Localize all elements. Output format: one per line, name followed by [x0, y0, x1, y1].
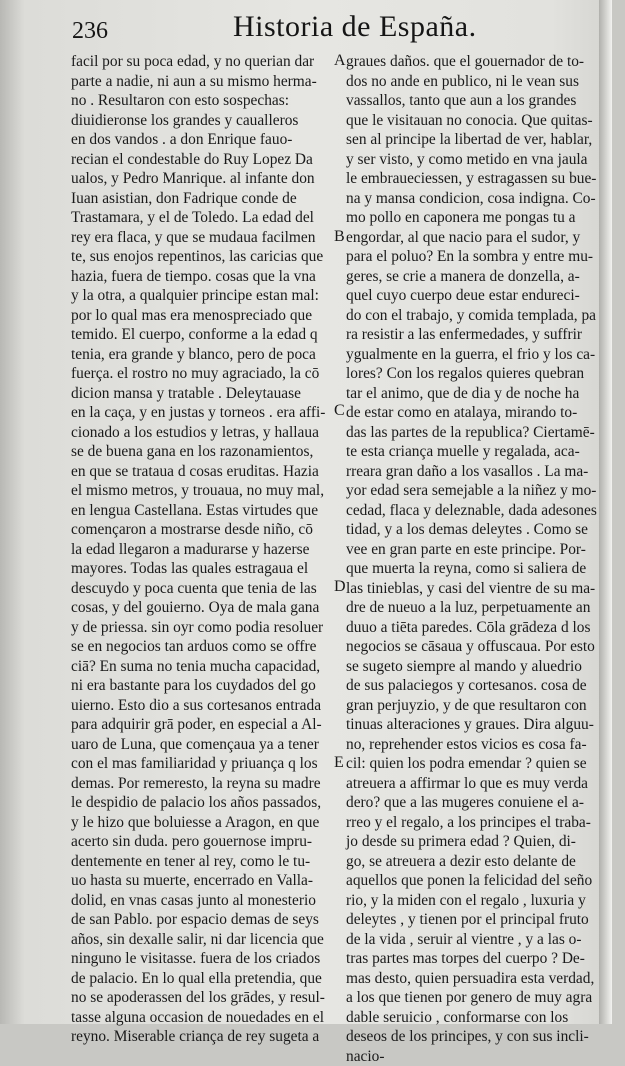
text-line: en que se trataua d cosas eruditas. Hazia [71, 462, 337, 482]
text-line: quel cuyo cuerpo deue estar endureci- [346, 286, 598, 306]
text-line: y le hizo que boluiesse a Aragon, en que [71, 813, 337, 833]
text-line: tidad, y a los demas deleytes . Como se [346, 520, 598, 540]
margin-letter-e: E [334, 754, 344, 772]
text-line: hazia, fuera de tiempo. cosas que la vna [71, 267, 337, 287]
text-line: negocios se cāsaua y offuscaua. Por esto [346, 637, 598, 657]
text-line: años, sin dexalle salir, ni dar licencia que [71, 930, 337, 950]
text-line: te esta criança muelle y regalada, aca- [346, 442, 598, 462]
text-line: dolid, en vnas casas junto al monesterio [71, 891, 337, 911]
text-line: no se apoderassen del los grādes, y resul- [71, 988, 337, 1008]
text-line: tinuas alteraciones y graues. Dira alguu- [346, 715, 598, 735]
text-line: engordar, al que nacio para el sudor, y [346, 228, 598, 248]
text-line: descuydo y poca cuenta que tenia de las [71, 579, 337, 599]
text-line: temido. El cuerpo, conforme a la edad q [71, 325, 337, 345]
text-line: le embraueciessen, y estragassen su bue- [346, 169, 598, 189]
text-line: na y mansa condicion, cosa indigna. Co- [346, 189, 598, 209]
text-line: go, se atreuera a dezir esto delante de [346, 852, 598, 872]
text-line: gran perjuyzio, y de que resultaron con [346, 696, 598, 716]
text-line: rreara gran daño a los vasallos . La ma- [346, 462, 598, 482]
text-line: tar el animo, que de dia y de noche ha [346, 384, 598, 404]
text-line: dre de nueuo a la luz, perpetuamente an [346, 598, 598, 618]
text-line: le despidio de palacio los años passados, [71, 793, 337, 813]
page-header [0, 0, 612, 50]
text-line: con el mas familiaridad y priuança q los [71, 754, 337, 774]
text-line: diuidieronse los grandes y caualleros [71, 111, 337, 131]
text-line: no, reprehender estos vicios es cosa fa- [346, 735, 598, 755]
text-line: uierno. Esto dio a sus cortesanos entrada [71, 696, 337, 716]
text-line: parte a nadie, ni aun a su mismo herma- [71, 72, 337, 92]
text-line: se sugeto siempre al mando y aluedrio [346, 657, 598, 677]
text-line: tenia, era grande y blanco, pero de poca [71, 345, 337, 365]
text-line: reyno. Miserable criança de rey sugeta a [71, 1027, 337, 1047]
text-line: en lengua Castellana. Estas virtudes que [71, 501, 337, 521]
text-line: el mismo metros, y trouaua, no muy mal, [71, 481, 337, 501]
text-line: ninguno le visitasse. fuera de los criados [71, 949, 337, 969]
text-line: de sus palaciegos y cortesanos. cosa de [346, 676, 598, 696]
text-line: vee en gran parte en este principe. Por- [346, 540, 598, 560]
text-line: sen al principe la libertad de ver, hablar, [346, 130, 598, 150]
text-line: uaro de Luna, que començaua ya a tener [71, 735, 337, 755]
text-line: ni era bastante para los cuydados del go [71, 676, 337, 696]
text-line: se de buena gana en los razonamientos, [71, 442, 337, 462]
text-line: dable seruicio , conformarse con los [346, 1008, 598, 1028]
text-line: graues daños. que el gouernador de to- [346, 52, 598, 72]
text-line: y la otra, a qualquier principe estan mal: [71, 286, 337, 306]
text-line: por lo qual mas era menospreciado que [71, 306, 337, 326]
text-line: y de priessa. sin oyr como podia resoluer [71, 618, 337, 638]
text-line: fuerça. el rostro no muy agraciado, la cō [71, 364, 337, 384]
text-line: mo pollo en caponera me pongas tu a [346, 208, 598, 228]
text-line: cionado a los estudios y letras, y hallaua [71, 423, 337, 443]
text-line: para el poluo? En la sombra y entre mu- [346, 247, 598, 267]
text-line: dos no ande en publico, ni le vean sus [346, 72, 598, 92]
text-line: nacio- [346, 1047, 598, 1066]
text-line: para adquirir grā poder, en especial a Al- [71, 715, 337, 735]
text-line: se en negocios tan arduos como se offre [71, 637, 337, 657]
text-line: dero? que a las mugeres conuiene el a- [346, 793, 598, 813]
text-line: de palacio. En lo qual ella pretendia, que [71, 969, 337, 989]
text-line: y ser visto, y como metido en vna jaula [346, 150, 598, 170]
text-line: dicion mansa y tratable . Deleytauase [71, 384, 337, 404]
text-line: tras partes mas torpes del cuerpo ? De- [346, 949, 598, 969]
text-line: mas desto, quien persuadira esta verdad, [346, 969, 598, 989]
text-line: rey era flaca, y que se mudaua facilmen [71, 228, 337, 248]
right-column [346, 52, 598, 1066]
text-line: dentemente en tener al rey, como le tu- [71, 852, 337, 872]
text-line: jo desde su primera edad ? Quien, di- [346, 832, 598, 852]
text-line: recian el condestable do Ruy Lopez Da [71, 150, 337, 170]
text-line: aquellos que ponen la felicidad del seño [346, 871, 598, 891]
text-line: a los que tienen por genero de muy agra [346, 988, 598, 1008]
text-line: no . Resultaron con esto sospechas: [71, 91, 337, 111]
text-line: lores? Con los regalos quieres quebran [346, 364, 598, 384]
text-line: atreuera a affirmar lo que es muy verda [346, 774, 598, 794]
text-line: ra resistir a las enfermedades, y suffrir [346, 325, 598, 345]
text-line: facil por su poca edad, y no querian dar [71, 52, 337, 72]
text-line: yor edad sera semejable a la niñez y mo- [346, 481, 598, 501]
margin-letter-c: C [334, 402, 345, 420]
text-line: començaron a mostrarse desde niño, cō [71, 520, 337, 540]
text-line: te, sus enojos repentinos, las caricias que [71, 247, 337, 267]
text-line: acerto sin duda. pero gouernose impru- [71, 832, 337, 852]
text-line: mayores. Todas las quales estragaua el [71, 559, 337, 579]
text-line: geres, se crie a manera de donzella, a- [346, 267, 598, 287]
text-line: Trastamara, y el de Toledo. La edad del [71, 208, 337, 228]
text-line: ygualmente en la guerra, el frio y los ca- [346, 345, 598, 365]
text-line: das las partes de la republica? Ciertamē- [346, 423, 598, 443]
text-line: ciā? En suma no tenia mucha capacidad, [71, 657, 337, 677]
text-line: que le visitauan no conocia. Que quitas- [346, 111, 598, 131]
text-line: las tinieblas, y casi del vientre de su ma- [346, 579, 598, 599]
text-line: cosas, y del gouierno. Oya de mala gana [71, 598, 337, 618]
text-line: de la vida , seruir al vientre , y a las o- [346, 930, 598, 950]
text-line: en dos vandos . a don Enrique fauo- [71, 130, 337, 150]
page-edge [599, 0, 612, 1024]
text-line: do con el trabajo, y comida templada, pa [346, 306, 598, 326]
text-line: vassallos, tanto que aun a los grandes [346, 91, 598, 111]
margin-letter-b: B [334, 228, 345, 246]
text-line: la edad llegaron a madurarse y hazerse [71, 540, 337, 560]
text-line: duuo a tiēta paredes. Cōla grādeza d los [346, 618, 598, 638]
text-line: cil: quien los podra emendar ? quien se [346, 754, 598, 774]
margin-letter-d: D [334, 578, 346, 596]
text-line: en la caça, y en justas y torneos . era affi- [71, 403, 337, 423]
text-line: deleytes , y tienen por el principal fruto [346, 910, 598, 930]
text-line: deseos de los principes, y con sus incli- [346, 1027, 598, 1047]
margin-letter-a: A [334, 52, 346, 70]
text-line: cedad, flaca y deleznable, dada adesones [346, 501, 598, 521]
text-line: tasse alguna occasion de nouedades en el [71, 1008, 337, 1028]
page-number: 236 [72, 18, 108, 45]
text-line: Iuan asistian, don Fadrique conde de [71, 189, 337, 209]
text-line: demas. Por remeresto, la reyna su madre [71, 774, 337, 794]
text-line: de san Pablo. por espacio demas de seys [71, 910, 337, 930]
text-line: rio, y la miden con el regalo , luxuria y [346, 891, 598, 911]
text-line: que muerta la reyna, como si saliera de [346, 559, 598, 579]
text-line: de estar como en atalaya, mirando to- [346, 403, 598, 423]
text-line: ualos, y Pedro Manrique. al infante don [71, 169, 337, 189]
running-title: Historia de España. [233, 10, 477, 44]
left-column [71, 52, 337, 1047]
text-line: uo hasta su muerte, encerrado en Valla- [71, 871, 337, 891]
text-line: rreo y el regalo, a los principes el traba- [346, 813, 598, 833]
